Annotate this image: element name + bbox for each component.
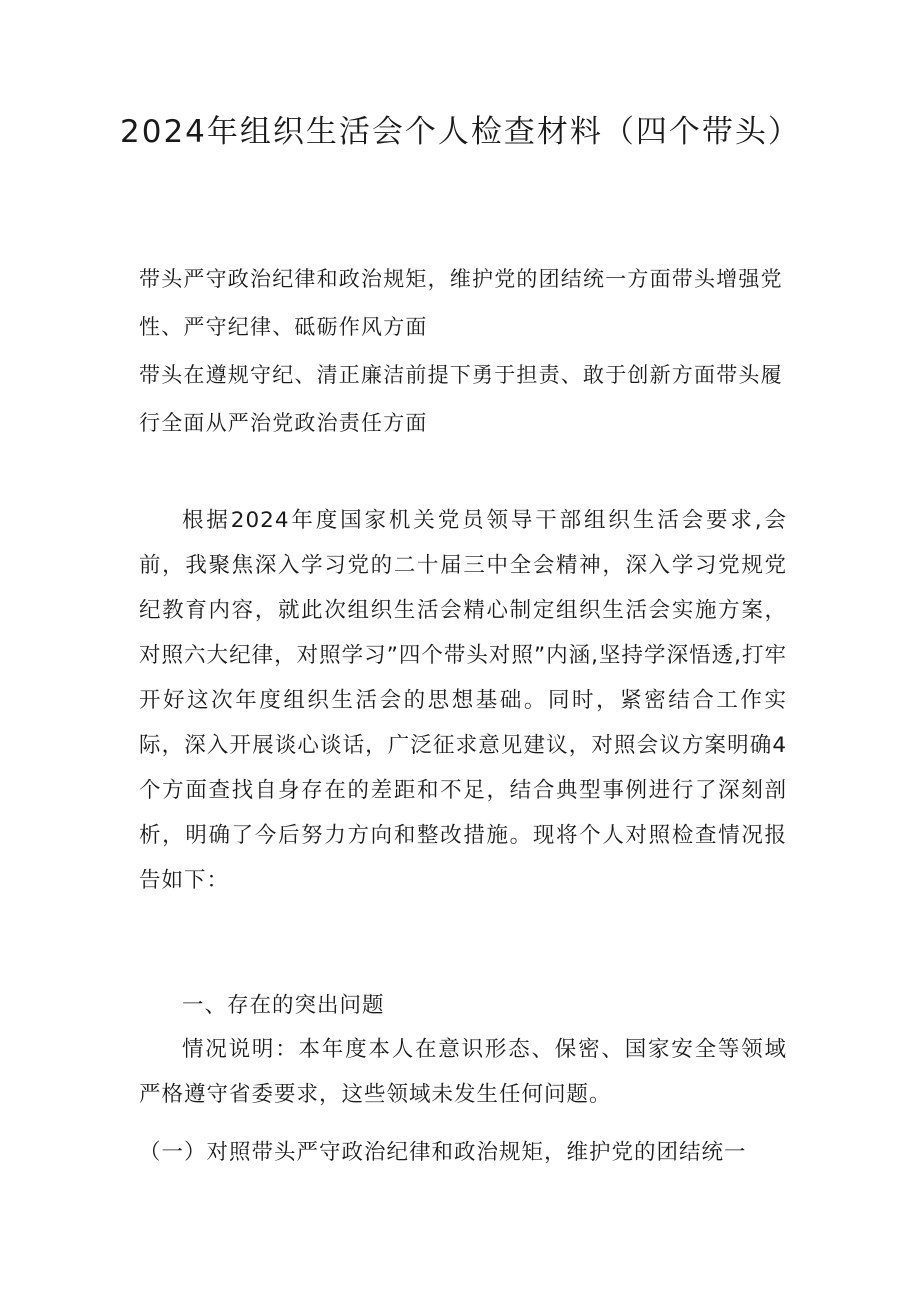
subsection-heading: （一）对照带头严守政治纪律和政治规矩，维护党的团结统一 — [139, 1140, 747, 1165]
outline-list — [139, 255, 799, 447]
outline-item: 带头严守政治纪律和政治规矩，维护党的团结统一方面带头增强党性、严守纪律、砥砺作风方面 — [139, 267, 783, 339]
outline-item: 带头在遵规守纪、清正廉洁前提下勇于担责、敢于创新方面带头履行全面从严治党政治责任方面 — [139, 363, 783, 435]
situation-note-paragraph: 情况说明：本年度本人在意识形态、保密、国家安全等领域严格遵守省委要求，这些领域未发生任何问题。 — [139, 1037, 787, 1107]
document-title: 2024年组织生活会个人检查材料（四个带头） — [120, 114, 801, 150]
section-heading: 一、存在的突出问题 — [182, 993, 385, 1018]
intro-paragraph: 根据2024年度国家机关党员领导干部组织生活会要求,会前，我聚焦深入学习党的二十届三中全会精神，深入学习党规党纪教育内容，就此次组织生活会精心制定组织生活会实施方案，对照六大纪律，对照学习”四个带头对照”内涵,坚持学深悟透,打牢开好这次年度组织生活会的思想基础。同时，紧密结合工作实际，深入开展谈心谈话，广泛征求意见建议，对照会议方案明确4个方面查找自身存在的差距和不足，结合典型事例进行了深刻剖析，明确了今后努力方向和整改措施。现将个人对照检查情况报告如下： — [139, 508, 787, 893]
